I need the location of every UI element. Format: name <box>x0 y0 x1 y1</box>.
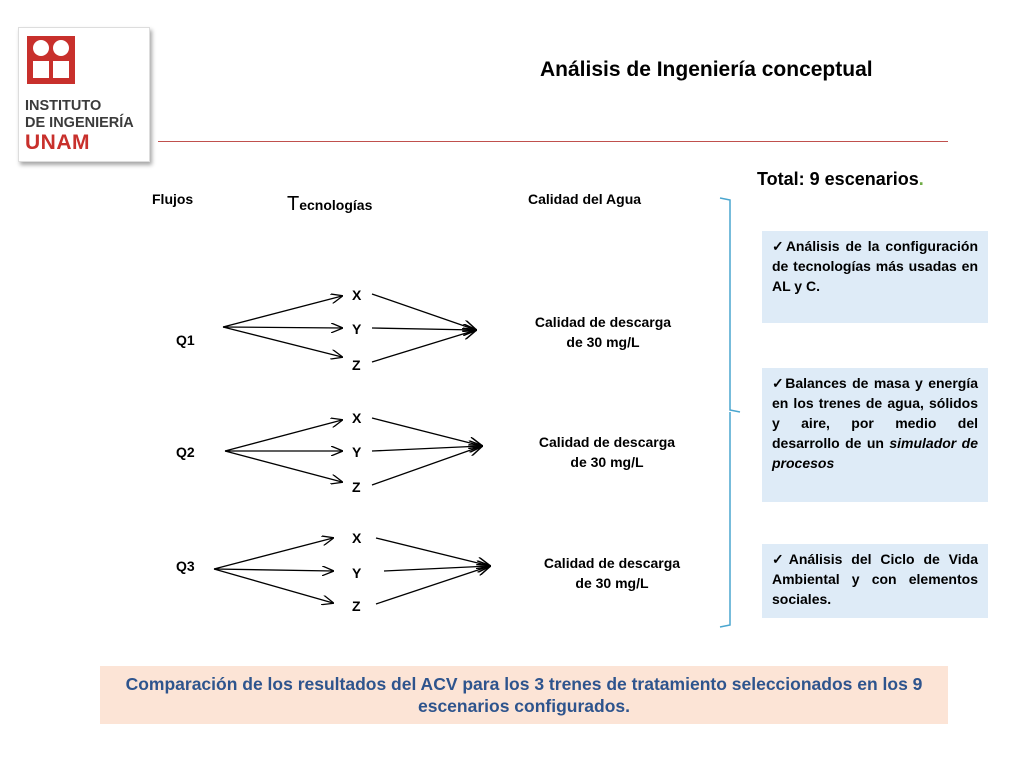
note-balances <box>762 368 988 502</box>
header-tec-initial: T <box>287 193 300 215</box>
arrow-y2-cal <box>372 446 482 451</box>
flow-q1: Q1 <box>176 332 195 348</box>
arrow-y3-cal <box>384 566 490 571</box>
tech-x-2: X <box>352 410 362 426</box>
total-text: Total: 9 escenarios <box>757 169 919 189</box>
footer-banner: Comparación de los resultados del ACV para los 3 trenes de tratamiento seleccionados en los 9 escenarios configurados. <box>100 666 948 724</box>
header-flujos: Flujos <box>152 191 194 207</box>
arrow-x3-cal <box>376 538 490 566</box>
quality-1 <box>512 312 694 352</box>
tech-y-1: Y <box>352 321 362 337</box>
quality-1-line1: Calidad de descarga <box>534 314 672 330</box>
flow-q3: Q3 <box>176 558 195 574</box>
note-2-italic: simulador de procesos <box>772 435 978 471</box>
arrow-z1-cal <box>372 330 476 362</box>
arrow-z3-cal <box>376 566 490 604</box>
arrow-q3-x <box>214 538 333 569</box>
quality-3-line1: Calidad de descarga <box>543 555 681 571</box>
arrow-z2-cal <box>372 446 482 485</box>
note-ciclo-vida <box>762 544 988 618</box>
tech-z-1: Z <box>352 357 361 373</box>
arrow-y1-cal <box>372 328 476 330</box>
tech-x-1: X <box>352 287 362 303</box>
quality-3-line2: de 30 mg/L <box>575 575 649 591</box>
arrow-q1-y <box>223 327 342 328</box>
check-icon: ✓ <box>772 238 786 254</box>
arrow-q3-z <box>214 569 333 603</box>
tech-x-3: X <box>352 530 362 546</box>
quality-2-line2: de 30 mg/L <box>570 454 644 470</box>
quality-2 <box>516 432 698 472</box>
page-title: Análisis de Ingeniería conceptual <box>540 58 873 81</box>
arrow-x2-cal <box>372 418 482 446</box>
note-3-text: Análisis del Ciclo de Vida Ambiental y con elementos sociales. <box>772 551 978 607</box>
logo-unam: UNAM <box>25 131 90 154</box>
check-icon: ✓ <box>772 551 789 567</box>
flow-q2: Q2 <box>176 444 195 460</box>
arrow-q2-x <box>225 420 342 451</box>
arrow-x1-cal <box>372 294 476 330</box>
scenarios-bracket <box>720 198 740 627</box>
arrow-q1-z <box>223 327 342 357</box>
quality-2-line1: Calidad de descarga <box>538 434 676 450</box>
note-1-text: Análisis de la configuración de tecnologías más usadas en AL y C. <box>772 238 978 294</box>
logo-line-2: DE INGENIERÍA <box>25 115 134 131</box>
quality-1-line2: de 30 mg/L <box>566 334 640 350</box>
total-dot: . <box>918 169 924 189</box>
logo-line-1: INSTITUTO <box>25 98 102 114</box>
header-calidad: Calidad del Agua <box>528 191 642 207</box>
arrow-q3-y <box>214 569 333 571</box>
note-2-text: Balances de masa y energía en los trenes de agua, sólidos y aire, por medio del desarrollo de un <box>772 375 978 451</box>
tech-y-3: Y <box>352 565 362 581</box>
tech-z-2: Z <box>352 479 361 495</box>
header-tec-rest: ecnologías <box>299 197 373 213</box>
check-icon: ✓ <box>772 375 786 391</box>
arrow-q2-z <box>225 451 342 482</box>
quality-3 <box>521 553 703 593</box>
arrow-q1-x <box>223 296 342 327</box>
tech-y-2: Y <box>352 444 362 460</box>
note-analisis-configuracion <box>762 231 988 323</box>
tech-z-3: Z <box>352 598 361 614</box>
